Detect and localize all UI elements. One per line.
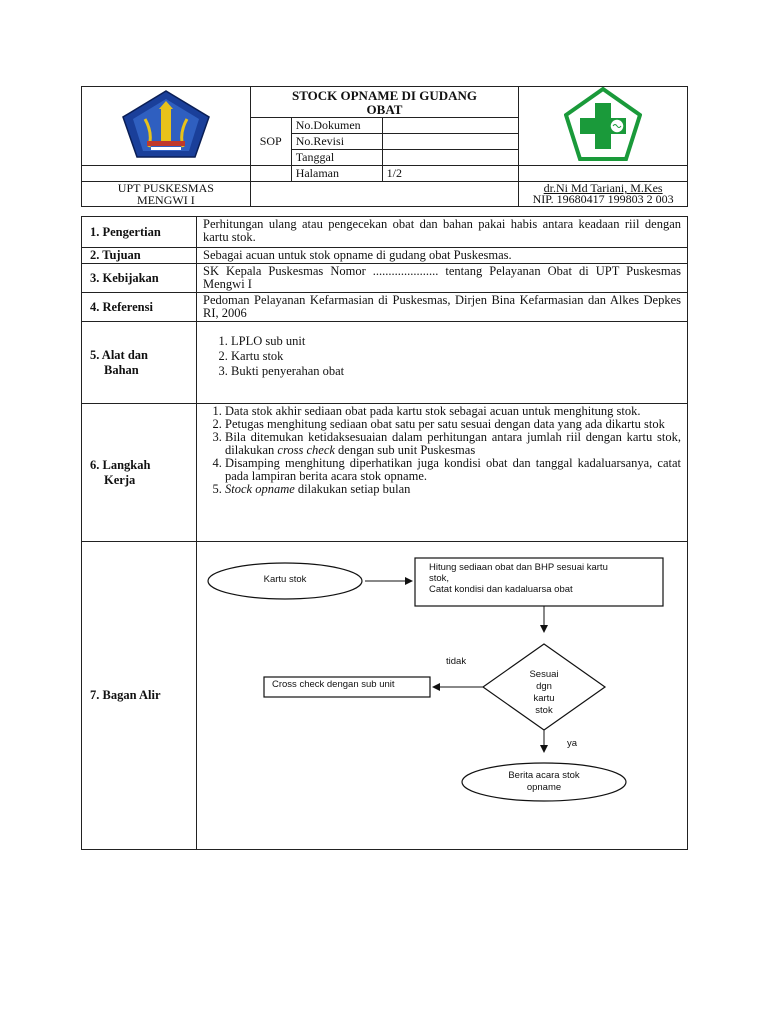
title-cell xyxy=(250,87,518,118)
field-value-no-dokumen xyxy=(382,118,519,134)
badung-logo-cell xyxy=(82,87,251,166)
signer-block xyxy=(519,182,688,207)
list-alat-bahan xyxy=(197,322,688,404)
puskesmas-logo-cell xyxy=(519,87,688,166)
label-langkah-kerja: 6. Langkah Kerja xyxy=(82,404,197,542)
field-label-no-dokumen: No.Dokumen xyxy=(291,118,382,134)
process-label: Hitung sediaan obat dan BHP sesuai kartu stok, Catat kondisi dan kadaluarsa obat xyxy=(429,562,608,595)
field-value-tanggal xyxy=(382,150,519,166)
label-kebijakan: 3. Kebijakan xyxy=(82,264,197,293)
list-item: 2. Petugas menghitung sediaan obat satu per satu sesuai dengan data yang ada dikartu stok xyxy=(225,418,681,431)
field-label-tanggal: Tanggal xyxy=(291,150,382,166)
list-item: 2. Kartu stok xyxy=(231,349,681,364)
field-value-halaman: 1/2 xyxy=(382,166,519,182)
document-title: STOCK OPNAME DI GUDANG OBAT xyxy=(291,88,477,117)
end-label: Berita acara stok opname xyxy=(508,770,580,793)
field-value-no-revisi xyxy=(382,134,519,150)
list-item: 5. Stock opname dilakukan setiap bulan xyxy=(225,483,681,496)
text-referensi: Pedoman Pelayanan Kefarmasian di Puskesmas, Dirjen Bina Kefarmasian dan Alkes Depkes RI, 2006 xyxy=(197,293,688,322)
text-tujuan: Sebagai acuan untuk stok opname di gudang obat Puskesmas. xyxy=(197,248,688,264)
field-label-no-revisi: No.Revisi xyxy=(291,134,382,150)
list-item: 1. Data stok akhir sediaan obat pada kartu stok sebagai acuan untuk menghitung stok. xyxy=(225,405,681,418)
sop-label: SOP xyxy=(250,118,291,166)
header-table xyxy=(81,86,688,207)
signer-nip: NIP. 19680417 199803 2 003 xyxy=(532,192,674,206)
label-bagan-alir: 7. Bagan Alir xyxy=(82,542,197,850)
list-item: 4. Disamping menghitung diperhatikan juga kondisi obat dan tanggal kadaluarsanya, catat pada lampiran berita acara stok opname. xyxy=(225,457,681,483)
puskesmas-logo-icon xyxy=(564,87,642,161)
start-label: Kartu stok xyxy=(263,574,307,585)
crosscheck-label: Cross check dengan sub unit xyxy=(272,679,395,690)
text-pengertian: Perhitungan ulang atau pengecekan obat dan bahan pakai habis antara keadaan riil dengan kartu stok. xyxy=(197,217,688,248)
list-item: 3. Bukti penyerahan obat xyxy=(231,364,681,379)
list-item: 1. LPLO sub unit xyxy=(231,334,681,349)
label-tujuan: 2. Tujuan xyxy=(82,248,197,264)
label-referensi: 4. Referensi xyxy=(82,293,197,322)
list-langkah-kerja xyxy=(197,404,688,542)
field-label-halaman: Halaman xyxy=(291,166,382,182)
list-item: 3. Bila ditemukan ketidaksesuaian dalam perhitungan antara jumlah riil dengan kartu stok, dilakukan cross check dengan sub unit Puskesmas xyxy=(225,431,681,457)
text-kebijakan: SK Kepala Puskesmas Nomor ..................... tentang Pelayanan Obat di UPT Puskesmas Mengwi I xyxy=(197,264,688,293)
badung-logo-icon xyxy=(121,89,211,159)
no-label: tidak xyxy=(446,656,467,667)
signer-name: dr.Ni Md Tariani, M.Kes xyxy=(543,181,663,195)
label-pengertian: 1. Pengertian xyxy=(82,217,197,248)
decision-label: Sesuai dgn kartu stok xyxy=(529,669,559,716)
org-name: UPT PUSKESMAS MENGWI I xyxy=(82,182,251,207)
label-alat-bahan: 5. Alat dan Bahan xyxy=(82,322,197,404)
yes-label: ya xyxy=(567,738,578,749)
